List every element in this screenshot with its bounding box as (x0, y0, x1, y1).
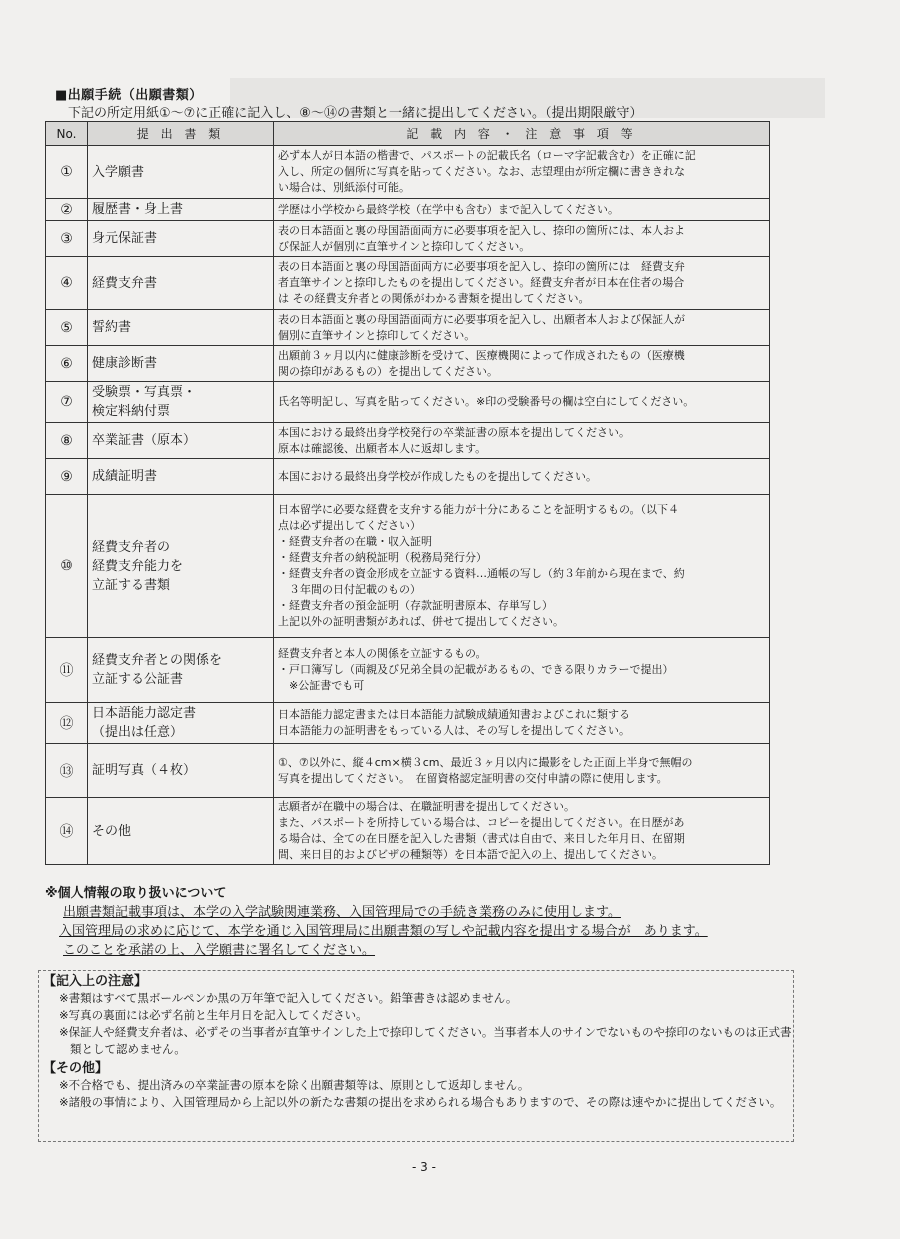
document-name-cell (88, 495, 274, 638)
detail-line: 写真を提出してください。 在留資格認定証明書の交付申請の際に使用します。 (278, 771, 668, 785)
document-name: 立証する公証書 (92, 672, 184, 687)
detail-cell (274, 221, 770, 257)
notes-box (38, 970, 794, 1142)
detail-cell (274, 310, 770, 346)
detail-cell (274, 382, 770, 423)
detail-line: 点は必ず提出してください） (278, 519, 421, 532)
detail-line: 表の日本語面と裏の母国語面両方に必要事項を記入し、捺印の箇所には 経費支弁 (278, 260, 685, 273)
detail-line: 学歴は小学校から最終学校（在学中も含む）まで記入してください。 (278, 202, 619, 216)
document-name: 立証する書類 (92, 577, 171, 593)
detail-line: ①、⑦以外に、縦４cm×横３cm、最近３ヶ月以内に撮影をした正面上半身で無帽の (278, 755, 693, 769)
detail-cell (274, 459, 770, 495)
row-number: ⑭ (46, 798, 88, 865)
detail-cell (274, 798, 770, 865)
document-name: 検定料納付票 (92, 404, 171, 419)
detail-cell (274, 495, 770, 638)
detail-line: 個別に直筆サインと捺印してください。 (278, 328, 476, 342)
row-number: ⑪ (46, 638, 88, 703)
detail-cell (274, 257, 770, 310)
row-number: ③ (46, 221, 88, 257)
detail-cell (274, 638, 770, 703)
privacy-line: 入国管理局の求めに応じて、本学を通じ入国管理局に出願書類の写しや記載内容を提出する場合が あります。 (59, 924, 708, 939)
row-number: ① (46, 146, 88, 199)
document-name: 入学願書 (92, 164, 145, 180)
table-row (46, 257, 770, 310)
detail-line: また、パスポートを所持している場合は、コピーを提出してください。在日歴があ (278, 816, 685, 829)
detail-line: 上記以外の証明書類があれば、併せて提出してください。 (278, 615, 564, 628)
table-row (46, 146, 770, 199)
table-header-row (46, 122, 770, 146)
document-name: 履歴書・身上書 (92, 202, 184, 217)
document-name-cell (88, 703, 274, 744)
detail-line: 氏名等明記し、写真を貼ってください。※印の受験番号の欄は空白にしてください。 (278, 395, 695, 408)
writing-note: ※書類はすべて黒ボールペンか黒の万年筆で記入してください。鉛筆書きは認めません。 (59, 991, 518, 1005)
detail-line: い場合は、別紙添付可能。 (278, 181, 410, 194)
detail-cell (274, 146, 770, 199)
table-row (46, 798, 770, 865)
table-row (46, 703, 770, 744)
detail-cell (274, 346, 770, 382)
section-title: ■出願手続（出願書類） (55, 88, 203, 103)
writing-notes-title: 【記入上の注意】 (43, 974, 148, 989)
table-row (46, 346, 770, 382)
table-row (46, 459, 770, 495)
detail-line: ・経費支弁者の在職・収入証明 (278, 535, 432, 548)
document-name-cell (88, 257, 274, 310)
writing-note: ※保証人や経費支弁者は、必ずその当事者が直筆サインした上で捺印してください。当事者本人のサインでないものや捺印のないものは正式書類として認めません。 (59, 1025, 792, 1056)
privacy-section (45, 884, 708, 960)
section-intro: 下記の所定用紙①～⑦に正確に記入し、⑧～⑭の書類と一緒に提出してください。（提出期限厳守） (68, 106, 643, 121)
row-number: ② (46, 199, 88, 221)
privacy-line: このことを承諾の上、入学願書に署名してください。 (63, 943, 376, 958)
document-name-cell (88, 221, 274, 257)
document-name-cell (88, 346, 274, 382)
detail-line: 表の日本語面と裏の母国語面両方に必要事項を記入し、出願者本人および保証人が (278, 312, 685, 326)
document-name: 経費支弁者の (92, 539, 171, 555)
detail-line: 関の捺印があるもの）を提出してください。 (278, 364, 498, 378)
document-name: 経費支弁能力を (92, 558, 184, 574)
other-note: ※諸般の事情により、入国管理局から上記以外の新たな書類の提出を求められる場合もありますので、その際は速やかに提出してください。 (59, 1095, 782, 1109)
detail-line: 日本語能力認定書または日本語能力試験成績通知書およびこれに類する (278, 708, 630, 721)
header-detail: 記 載 内 容 ・ 注 意 事 項 等 (274, 122, 770, 146)
detail-line: ・経費支弁者の預金証明（存款証明書原本、存単写し） (278, 599, 553, 612)
document-name-cell (88, 310, 274, 346)
detail-line: 本国における最終出身学校発行の卒業証書の原本を提出してください。 (278, 425, 630, 439)
document-name: 日本語能力認定書 (92, 706, 197, 721)
row-number: ⑤ (46, 310, 88, 346)
other-note: ※不合格でも、提出済みの卒業証書の原本を除く出願書類等は、原則として返却しません。 (59, 1078, 530, 1092)
detail-line: 原本は確認後、出願者本人に返却します。 (278, 441, 487, 455)
detail-line: る場合は、全ての在日歴を記入した書類（書式は自由で、来日した年月日、在留期 (278, 832, 685, 845)
row-number: ⑫ (46, 703, 88, 744)
privacy-line: 出願書類記載事項は、本学の入学試験関連業務、入国管理局での手続き業務のみに使用します。 (63, 905, 621, 920)
row-number: ⑧ (46, 423, 88, 459)
header-no: No. (46, 122, 88, 146)
detail-line: 間、来日目的およびビザの種類等）を日本語で記入の上、提出してください。 (278, 848, 663, 861)
document-name: 経費支弁書 (92, 275, 158, 291)
row-number: ⑦ (46, 382, 88, 423)
row-number: ④ (46, 257, 88, 310)
document-name-cell (88, 199, 274, 221)
detail-cell (274, 703, 770, 744)
detail-cell (274, 744, 770, 798)
detail-cell (274, 199, 770, 221)
page-number: - 3 - (412, 1160, 436, 1174)
row-number: ⑩ (46, 495, 88, 638)
document-name-cell (88, 638, 274, 703)
detail-line: 日本語能力の証明書をもっている人は、その写しを提出してください。 (278, 724, 630, 737)
document-name: 証明写真（４枚） (92, 763, 197, 778)
detail-line: ・経費支弁者の納税証明（税務局発行分） (278, 551, 487, 564)
row-number: ⑨ (46, 459, 88, 495)
detail-line: 経費支弁者と本人の関係を立証するもの。 (278, 647, 487, 660)
detail-line: 入し、所定の個所に写真を貼ってください。なお、志望理由が所定欄に書ききれな (278, 165, 685, 178)
detail-line: ※公証書でも可 (278, 679, 365, 692)
detail-line: 本国における最終出身学校が作成したものを提出してください。 (278, 469, 597, 483)
detail-cell (274, 423, 770, 459)
document-name-cell (88, 146, 274, 199)
table-row (46, 382, 770, 423)
document-name: 誓約書 (92, 320, 132, 335)
document-name-cell (88, 382, 274, 423)
document-name-cell (88, 459, 274, 495)
row-number: ⑥ (46, 346, 88, 382)
table-row (46, 310, 770, 346)
detail-line: 表の日本語面と裏の母国語面両方に必要事項を記入し、捺印の箇所には、本人およ (278, 223, 685, 237)
document-name: 身元保証書 (92, 231, 158, 246)
privacy-title: ※個人情報の取り扱いについて (45, 886, 227, 901)
document-name: 受験票・写真票・ (92, 385, 197, 400)
document-name: その他 (92, 823, 132, 839)
other-notes-title: 【その他】 (43, 1061, 109, 1076)
table-row (46, 495, 770, 638)
table-row (46, 199, 770, 221)
detail-line: 必ず本人が日本語の楷書で、パスポートの記載氏名（ローマ字記載含む）を正確に記 (278, 149, 696, 162)
document-name: 経費支弁者との関係を (92, 653, 223, 668)
documents-table (45, 121, 770, 865)
document-name: 卒業証書（原本） (92, 433, 197, 448)
detail-line: は その経費支弁者との関係がわかる書類を提出してください。 (278, 292, 590, 305)
table-row (46, 221, 770, 257)
detail-line: び保証人が個別に直筆サインと捺印してください。 (278, 239, 531, 253)
table-row (46, 744, 770, 798)
detail-line: ・経費支弁者の資金形成を立証する資料…通帳の写し（約３年前から現在まで、約 (278, 567, 685, 580)
document-name-cell (88, 744, 274, 798)
table-row (46, 638, 770, 703)
row-number: ⑬ (46, 744, 88, 798)
document-name: 成績証明書 (92, 469, 158, 484)
writing-note: ※写真の裏面には必ず名前と生年月日を記入してください。 (59, 1008, 368, 1022)
detail-line: 者直筆サインと捺印したものを提出してください。経費支弁者が日本在住者の場合 (278, 276, 685, 289)
detail-line: ３年間の日付記載のもの） (278, 583, 421, 596)
detail-line: 志願者が在職中の場合は、在職証明書を提出してください。 (278, 800, 575, 813)
document-name: 健康診断書 (92, 356, 158, 371)
document-name-cell (88, 423, 274, 459)
detail-line: 出願前３ヶ月以内に健康診断を受けて、医療機関によって作成されたもの（医療機 (278, 348, 685, 362)
header-document: 提 出 書 類 (88, 122, 274, 146)
detail-line: ・戸口簿写し（両親及び兄弟全員の記載があるもの、できる限りカラーで提出） (278, 663, 674, 676)
detail-line: 日本留学に必要な経費を支弁する能力が十分にあることを証明するもの。（以下４ (278, 503, 680, 516)
table-row (46, 423, 770, 459)
document-name: （提出は任意） (92, 725, 184, 740)
document-name-cell (88, 798, 274, 865)
